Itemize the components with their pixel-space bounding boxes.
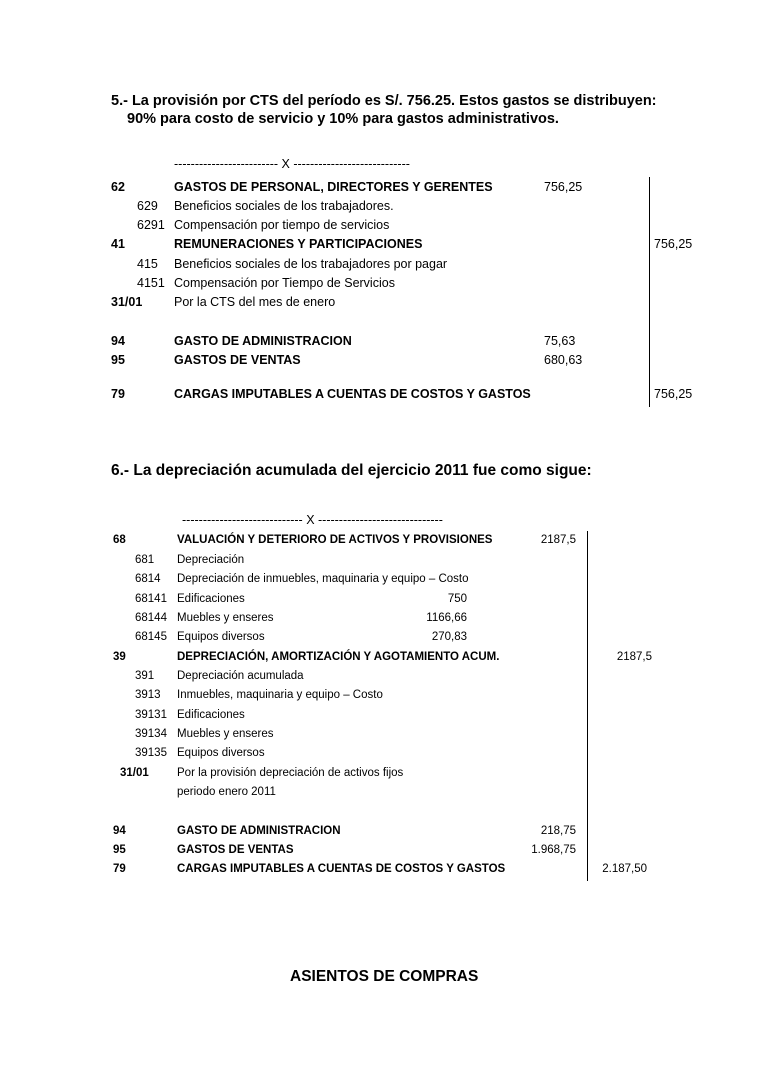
s5-code: 6291 <box>137 218 165 232</box>
s6-credit: 2187,5 <box>616 651 652 663</box>
s5-debit: 756,25 <box>544 180 583 194</box>
section6-separator: ----------------------------- X ------------------------------ <box>182 513 443 527</box>
s6-desc: VALUACIÓN Y DETERIORO DE ACTIVOS Y PROVISIONES <box>177 534 493 546</box>
s5-desc: Beneficios sociales de los trabajadores. <box>174 199 394 213</box>
s5-desc: GASTOS DE PERSONAL, DIRECTORES Y GERENTES <box>174 180 493 194</box>
s5-desc: Compensación por tiempo de servicios <box>174 218 390 232</box>
section6-title: 6.- La depreciación acumulada del ejercicio 2011 fue como sigue: <box>111 462 592 479</box>
section5-separator: ------------------------- X ---------------------------- <box>174 157 410 171</box>
s5-debit: 75,63 <box>544 334 576 348</box>
s6-code: 391 <box>135 670 155 682</box>
s5-desc: GASTOS DE VENTAS <box>174 353 301 367</box>
s6-desc: Muebles y enseres <box>177 612 274 624</box>
s6-code: 3913 <box>135 689 161 701</box>
s6-date: 31/01 <box>120 767 149 779</box>
s5-desc: Beneficios sociales de los trabajadores por pagar <box>174 257 448 271</box>
s6-desc: Muebles y enseres <box>177 728 274 740</box>
section5-column-divider <box>649 177 650 407</box>
s5-debit: 680,63 <box>544 353 583 367</box>
s5-code: 4151 <box>137 276 165 290</box>
s5-code: 79 <box>111 387 125 401</box>
s5-credit: 756,25 <box>654 237 693 251</box>
s6-desc: GASTO DE ADMINISTRACION <box>177 825 341 837</box>
s6-desc: Inmuebles, maquinaria y equipo – Costo <box>177 689 383 701</box>
s5-desc: Por la CTS del mes de enero <box>174 295 336 309</box>
s6-debit: 2187,5 <box>540 534 576 546</box>
s6-code: 79 <box>113 863 126 875</box>
s6-code: 39 <box>113 651 126 663</box>
s6-credit: 2.187,50 <box>602 863 647 875</box>
s6-code: 681 <box>135 554 155 566</box>
s6-subamount: 750 <box>447 593 467 605</box>
s6-desc: GASTOS DE VENTAS <box>177 844 294 856</box>
s6-debit: 218,75 <box>540 825 576 837</box>
s5-code: 629 <box>137 199 158 213</box>
s6-code: 68144 <box>135 612 167 624</box>
s5-desc: CARGAS IMPUTABLES A CUENTAS DE COSTOS Y GASTOS <box>174 387 531 401</box>
s5-credit: 756,25 <box>654 387 693 401</box>
s6-desc: Edificaciones <box>177 709 245 721</box>
s6-code: 94 <box>113 825 126 837</box>
s6-desc: Edificaciones <box>177 593 245 605</box>
s6-desc: Depreciación acumulada <box>177 670 304 682</box>
s6-code: 68 <box>113 534 126 546</box>
s5-date: 31/01 <box>111 295 143 309</box>
s5-code: 62 <box>111 180 125 194</box>
s5-code: 94 <box>111 334 125 348</box>
s6-code: 68145 <box>135 631 167 643</box>
s6-subamount: 270,83 <box>431 631 467 643</box>
section5-title-line2: 90% para costo de servicio y 10% para gastos administrativos. <box>127 111 559 127</box>
s6-subamount: 1166,66 <box>426 612 467 624</box>
s6-code: 95 <box>113 844 126 856</box>
s6-code: 6814 <box>135 573 161 585</box>
s6-desc: Equipos diversos <box>177 747 265 759</box>
s5-desc: REMUNERACIONES Y PARTICIPACIONES <box>174 237 423 251</box>
s5-code: 95 <box>111 353 125 367</box>
s6-code: 68141 <box>135 593 167 605</box>
s6-desc: Equipos diversos <box>177 631 265 643</box>
s6-code: 39131 <box>135 709 167 721</box>
purchases-heading: ASIENTOS DE COMPRAS <box>290 968 479 985</box>
s5-desc: Compensación por Tiempo de Servicios <box>174 276 395 290</box>
s6-desc: CARGAS IMPUTABLES A CUENTAS DE COSTOS Y GASTOS <box>177 863 506 875</box>
section5-title-line1: 5.- La provisión por CTS del período es S/. 756.25. Estos gastos se distribuyen: <box>111 93 657 109</box>
s6-code: 39135 <box>135 747 167 759</box>
s6-desc: Por la provisión depreciación de activos fijos <box>177 767 404 779</box>
s5-code: 415 <box>137 257 158 271</box>
s5-desc: GASTO DE ADMINISTRACION <box>174 334 352 348</box>
s6-desc: Depreciación de inmuebles, maquinaria y equipo – Costo <box>177 573 469 585</box>
s6-code: 39134 <box>135 728 167 740</box>
s6-debit: 1.968,75 <box>531 844 576 856</box>
s6-desc: DEPRECIACIÓN, AMORTIZACIÓN Y AGOTAMIENTO ACUM. <box>177 651 500 663</box>
s5-code: 41 <box>111 237 125 251</box>
s6-desc: periodo enero 2011 <box>177 786 276 798</box>
section6-column-divider <box>587 531 588 881</box>
s6-desc: Depreciación <box>177 554 245 566</box>
